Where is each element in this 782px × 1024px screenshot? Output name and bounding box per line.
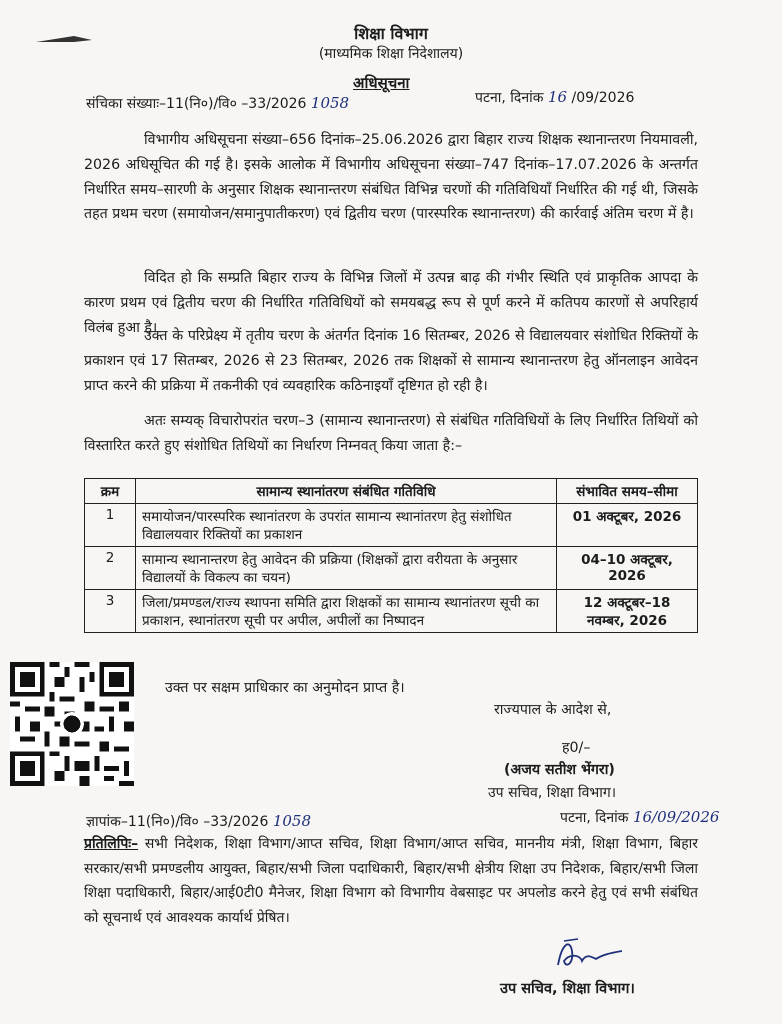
approval-statement: उक्त पर सक्षम प्राधिकार का अनुमोदन प्राप्त है।: [165, 680, 405, 696]
signatory-designation: उप सचिव, शिक्षा विभाग।: [488, 785, 617, 801]
paragraph-1: विभागीय अधिसूचना संख्या–656 दिनांक–25.06.2026 द्वारा बिहार राज्य शिक्षक स्थानान्तरण नियमावली, 2026 अधिसूचित की गई है। इसके आलोक में विभागीय अधिसूचना संख्या–747 दिनांक–17.07.2026 के अन्तर्गत निर्धारित समय–सारणी के अनुसार शिक्षक स्थानान्तरण संबंधित विभिन्न चरणों की गतिविधियाँ निर्धारित की गई थी, जिसके तहत प्रथम चरण (समायोजन/समानुपातीकरण) एवं द्वितीय चरण (पारस्परिक स्थानान्तरण) की कार्रवाई अंतिम चरण में है।: [84, 132, 698, 223]
row-activity: समायोजन/पारस्परिक स्थानांतरण के उपरांत सामान्य स्थानांतरण हेतु संशोधित विद्यालयवार रिक्तियों का प्रकाशन: [136, 504, 557, 547]
memo-number: ज्ञापांक–11(नि०)/वि० –33/2026 1058: [86, 812, 312, 830]
header-timeline: संभावित समय–सीमा: [557, 479, 698, 504]
place-date-prefix: पटना, दिनांक: [475, 90, 544, 106]
handwritten-signature: [552, 935, 632, 973]
table-header-row: [85, 479, 698, 504]
notice-title: अधिसूचना: [353, 74, 410, 92]
row-timeline: 01 अक्टूबर, 2026: [557, 504, 698, 547]
memo-date: पटना, दिनांक 16/09/2026: [560, 808, 720, 826]
day-handwritten: 16: [547, 88, 568, 106]
qr-code[interactable]: [10, 662, 134, 786]
copy-to-label: प्रतिलिपिः–: [84, 836, 139, 852]
row-serial: 2: [85, 547, 136, 590]
paragraph-4: अतः सम्यक् विचारोपरांत चरण–3 (सामान्य स्थानान्तरण) से संबंधित गतिविधियों के लिए निर्धारित तिथियों को विस्तारित करते हुए संशोधित तिथियों का निर्धारण निम्नवत् किया जाता है:–: [84, 413, 698, 454]
signed-mark: ह0/–: [562, 740, 591, 756]
row-serial: 3: [85, 590, 136, 633]
file-number-handwritten: 1058: [310, 94, 350, 112]
row-timeline: 04–10 अक्टूबर, 2026: [557, 547, 698, 590]
governor-order: राज्यपाल के आदेश से,: [494, 702, 612, 718]
final-signature-designation: उप सचिव, शिक्षा विभाग।: [500, 981, 635, 997]
table-row: [85, 547, 698, 590]
paragraph-3: उक्त के परिप्रेक्ष्य में तृतीय चरण के अंतर्गत दिनांक 16 सितम्बर, 2026 से विद्यालयवार संशोधित रिक्तियों के प्रकाशन एवं 17 सितम्बर, 2026 से 23 सितम्बर, 2026 तक शिक्षकों से सामान्य स्थानान्तरण हेतु ऑनलाइन आवेदन प्राप्त करने की प्रक्रिया में तकनीकी एवं व्यवहारिक कठिनाइयाँ दृष्टिगत हो रही है।: [84, 328, 698, 394]
schedule-table: [84, 478, 698, 633]
header-activity: सामान्य स्थानांतरण संबंधित गतिविधि: [136, 479, 557, 504]
file-number: संचिका संख्याः–11(नि०)/वि० –33/2026: [86, 96, 307, 112]
notice-date: [475, 88, 634, 107]
department-title: शिक्षा विभाग: [354, 24, 428, 43]
copy-to-text: सभी निदेशक, शिक्षा विभाग/आप्त सचिव, शिक्षा विभाग/आप्त सचिव, माननीय मंत्री, शिक्षा विभाग, बिहार सरकार/सभी प्रमण्डलीय आयुक्त, बिहार/सभी जिला पदाधिकारी, बिहार/सभी क्षेत्रीय शिक्षा उप निदेशक, बिहार/सभी जिला शिक्षा पदाधिकारी, बिहार/आई0टी0 मैनेजर, शिक्षा विभाग को विभागीय वेबसाइट पर अपलोड करने हेतु एवं सभी संबंधित को सूचनार्थ एवं आवश्यक कार्यार्थ प्रेषित।: [84, 836, 698, 926]
row-activity: जिला/प्रमण्डल/राज्य स्थापना समिति द्वारा शिक्षकों का सामान्य स्थानांतरण सूची का प्रकाशन, स्थानांतरण सूची पर अपील, अपीलों का निष्पादन: [136, 590, 557, 633]
row-timeline: 12 अक्टूबर–18 नवम्बर, 2026: [557, 590, 698, 633]
memo-date-handwritten: 16/09/2026: [632, 808, 720, 826]
copy-to: [84, 832, 698, 930]
table-row: [85, 504, 698, 547]
directorate-subtitle: (माध्यमिक शिक्षा निदेशालय): [318, 46, 464, 62]
paragraph-2: विदित हो कि सम्प्रति बिहार राज्य के विभिन्न जिलों में उत्पन्न बाढ़ की गंभीर स्थिति एवं प्राकृतिक आपदा के कारण प्रथम एवं द्वितीय चरण की निर्धारित गतिविधियों को समयबद्ध रूप से पूर्ण करने में कतिपय कारणों से अपरिहार्य विलंब हुआ है।: [84, 270, 698, 336]
table-row: [85, 590, 698, 633]
header-serial: क्रम: [85, 479, 136, 504]
row-serial: 1: [85, 504, 136, 547]
row-activity: सामान्य स्थानान्तरण हेतु आवेदन की प्रक्रिया (शिक्षकों द्वारा वरीयता के अनुसार विद्यालयों के विकल्प का चयन): [136, 547, 557, 590]
signatory-name: (अजय सतीश भेंगरा): [504, 762, 615, 778]
file-reference: [86, 94, 349, 113]
memo-number-handwritten: 1058: [272, 812, 312, 830]
date-suffix: /09/2026: [571, 90, 635, 106]
